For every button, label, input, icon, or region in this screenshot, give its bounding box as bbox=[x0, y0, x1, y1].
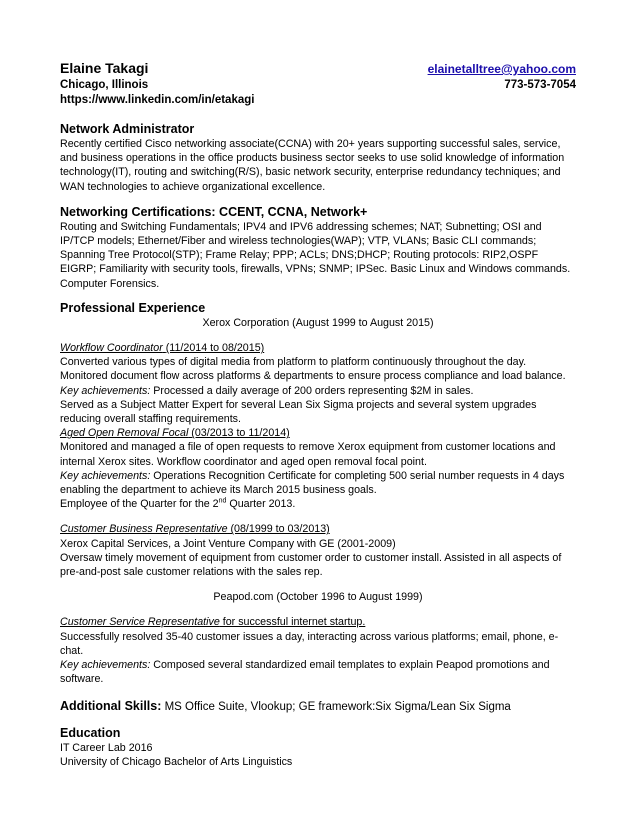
linkedin-url: https://www.linkedin.com/in/etakagi bbox=[60, 94, 255, 106]
location: Chicago, Illinois bbox=[60, 79, 149, 91]
education-line: IT Career Lab 2016 bbox=[60, 741, 153, 754]
summary-text: Recently certified Cisco networking associate(CCNA) with 20+ years supporting successful sales, service, and business operations in the office products business sector seeks to use solid knowledge of information technology(IT), routing and switching(R/S), basic network security, enterprise redundancy techniques; and WAN technologies to achieve organizational excellence. bbox=[60, 138, 565, 193]
role-achievement bbox=[60, 658, 576, 686]
header-row-1 bbox=[60, 60, 576, 78]
role-workflow-coordinator-heading bbox=[60, 341, 576, 355]
role-title: Workflow Coordinator bbox=[60, 342, 163, 355]
role-title: Aged Open Removal Focal bbox=[60, 427, 189, 440]
peapod-employer: Peapod.com (October 1996 to August 1999) bbox=[213, 591, 423, 604]
ordinal-suffix: nd bbox=[218, 497, 227, 505]
summary-title: Network Administrator bbox=[60, 122, 195, 136]
phone-number: 773-573-7054 bbox=[504, 79, 576, 91]
email-link[interactable]: elainetalltree@yahoo.com bbox=[427, 62, 576, 76]
role-subtitle: for successful internet startup. bbox=[219, 616, 366, 629]
achievement-text: Operations Recognition Certificate for completing 500 serial number requests in 4 days enabling the department to achieve its March 2015 business goals. bbox=[60, 469, 565, 497]
achievement-text: Composed several standardized email templates to explain Peapod promotions and software. bbox=[60, 659, 550, 686]
achievement-text: Processed a daily average of 200 orders representing $2M in sales. bbox=[150, 384, 474, 397]
role-customer-service-rep-heading bbox=[60, 615, 576, 629]
role-aged-open-removal-heading bbox=[60, 426, 576, 440]
candidate-name: Elaine Takagi bbox=[60, 60, 149, 76]
education-line: University of Chicago Bachelor of Arts Linguistics bbox=[60, 755, 293, 768]
role-dates: (11/2014 to 08/2015) bbox=[165, 342, 265, 355]
certifications-title: Networking Certifications: CCENT, CCNA, Network+ bbox=[60, 204, 368, 219]
header-row-2 bbox=[60, 78, 576, 93]
role-description: Converted various types of digital media from platform to platform continuously throughout the day. Monitored document flow across platforms & departments to ensure process compliance and load balance. bbox=[60, 356, 566, 383]
skills-label: Additional Skills: bbox=[60, 698, 162, 713]
role-company: Xerox Capital Services, a Joint Venture Company with GE (2001-2009) bbox=[60, 537, 396, 550]
certifications-text: Routing and Switching Fundamentals; IPV4 and IPV6 addressing schemes; NAT; Subnetting; OSI and IP/TCP models; Ethernet/Fiber and wireless technologies(WAP); VTP, VLANs; Basic CLI commands; Spanning Tree Protocol(STP); Frame Relay; PPP; ACLs; DNS;DHCP; Routing protocols: RIP2,OSPF EIGRP; Familiarity with security tools, firewalls, VPNs; SNMP; IPSec. Basic Linux and Windows commands. Computer Forensics. bbox=[60, 220, 571, 290]
key-achievements-label: Key achievements: bbox=[60, 469, 151, 482]
achievement-text: Quarter 2013. bbox=[226, 498, 296, 511]
role-dates: (03/2013 to 11/2014) bbox=[188, 427, 290, 440]
achievement-text: Employee of the Quarter for the 2 bbox=[60, 498, 219, 511]
experience-title: Professional Experience bbox=[60, 300, 206, 315]
skills-line bbox=[60, 699, 576, 715]
key-achievements-label: Key achievements: bbox=[60, 659, 151, 672]
role-description: Successfully resolved 35-40 customer issues a day, interacting across various platforms; email, phone, e-chat. bbox=[60, 630, 559, 657]
role-achievement bbox=[60, 497, 576, 511]
role-achievement: Served as a Subject Matter Expert for several Lean Six Sigma projects and several system upgrades reducing overall staffing requirements. bbox=[60, 398, 537, 426]
resume-page bbox=[60, 60, 576, 769]
role-description: Monitored and managed a file of open requests to remove Xerox equipment from customer locations and internal Xerox sites. Workflow coordinator and aged open removal focal point. bbox=[60, 441, 556, 468]
role-customer-business-rep-heading bbox=[60, 522, 576, 536]
key-achievements-label: Key achievements: bbox=[60, 384, 151, 397]
xerox-employer: Xerox Corporation (August 1999 to August 2015) bbox=[202, 316, 434, 329]
role-achievement bbox=[60, 384, 576, 398]
role-title: Customer Service Representative bbox=[60, 616, 220, 629]
education-title: Education bbox=[60, 725, 121, 740]
role-description: Oversaw timely movement of equipment from customer order to customer install. Assisted in all aspects of pre-and-post sale customer relations with the sales rep. bbox=[60, 551, 562, 579]
role-title: Customer Business Representative bbox=[60, 523, 228, 536]
role-achievement bbox=[60, 469, 576, 497]
skills-value: MS Office Suite, Vlookup; GE framework:Six Sigma/Lean Six Sigma bbox=[161, 700, 511, 713]
role-dates: (08/1999 to 03/2013) bbox=[227, 523, 330, 536]
